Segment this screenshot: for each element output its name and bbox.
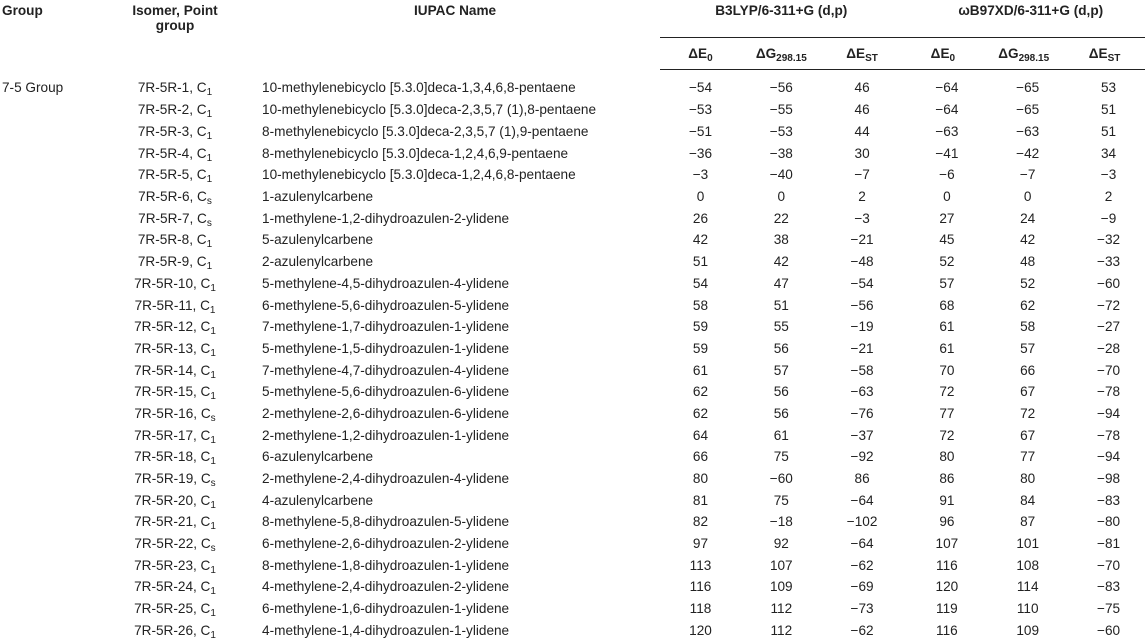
- cell-w-e0: 52: [939, 254, 955, 270]
- table-row: [0, 99, 1145, 121]
- cell-b-e0: 81: [692, 492, 709, 508]
- cell-b-st: 46: [854, 102, 870, 118]
- cell-b-g: −60: [769, 471, 793, 487]
- row-group: [0, 251, 100, 273]
- row-iupac-name: 2-azulenylcarbene: [262, 254, 374, 270]
- row-isomer: 7R-5R-1, $C_1$: [137, 80, 213, 98]
- row-iupac-name: 6-azulenylcarbene: [262, 449, 374, 465]
- row-iupac-name: 2-methylene-1,2-dihydroazulen-1-ylidene: [262, 427, 510, 443]
- table-row: [0, 468, 1145, 490]
- table-row: [0, 489, 1145, 511]
- cell-w-g: 80: [1020, 471, 1036, 487]
- cell-w-e0: 70: [939, 362, 955, 378]
- cell-b-st: −73: [850, 601, 874, 617]
- cell-b-st: −48: [850, 254, 874, 270]
- row-iupac-name: 5-methylene-4,5-dihydroazulen-4-ylidene: [262, 275, 510, 291]
- row-iupac-name: 7-methylene-1,7-dihydroazulen-1-ylidene: [262, 319, 510, 335]
- cell-b-g: −55: [769, 102, 793, 118]
- row-isomer: 7R-5R-15, $C_1$: [134, 384, 216, 403]
- row-group: [0, 533, 100, 555]
- row-group: [0, 186, 100, 208]
- cell-b-g: 92: [773, 536, 789, 552]
- cell-b-st: −54: [850, 275, 874, 291]
- header-wb97xd-de0: $\Delta E_0$: [902, 38, 983, 70]
- cell-w-st: −32: [1097, 232, 1121, 248]
- cell-b-e0: −3: [692, 167, 709, 183]
- cell-b-g: 57: [773, 362, 789, 378]
- cell-w-g: −7: [1019, 167, 1036, 183]
- row-iupac-name: 5-methylene-1,5-dihydroazulen-1-ylidene: [262, 340, 510, 356]
- cell-b-e0: 51: [692, 254, 709, 270]
- cell-b-st: −7: [854, 167, 870, 183]
- table-row: [0, 446, 1145, 468]
- table-row: [0, 229, 1145, 251]
- cell-b-st: −76: [850, 405, 874, 421]
- cell-w-st: −78: [1097, 384, 1121, 400]
- row-isomer: 7R-5R-24, $C_1$: [134, 579, 216, 598]
- row-group: [0, 207, 100, 229]
- cell-b-e0: 61: [692, 362, 709, 378]
- row-isomer: 7R-5R-4, $C_1$: [137, 145, 213, 164]
- row-iupac-name: 4-azulenylcarbene: [262, 492, 374, 508]
- cell-w-st: 34: [1100, 145, 1117, 161]
- header-iupac-name: IUPAC Name: [414, 3, 497, 18]
- cell-w-e0: 61: [939, 319, 955, 335]
- table-row: [0, 381, 1145, 403]
- cell-b-g: 112: [770, 622, 793, 638]
- cell-w-e0: 120: [935, 579, 959, 595]
- cell-w-g: 52: [1020, 275, 1036, 291]
- cell-b-g: −38: [769, 145, 793, 161]
- cell-w-g: 87: [1020, 514, 1036, 530]
- row-isomer: 7R-5R-16, $C_s$: [134, 405, 216, 424]
- row-isomer: 7R-5R-14, $C_1$: [134, 362, 216, 381]
- header-b3lyp-dest: $\Delta E_{ST}$: [822, 38, 903, 70]
- table-row: [0, 511, 1145, 533]
- row-group: [0, 403, 100, 425]
- header-b3lyp-de0: $\Delta E_0$: [660, 38, 741, 70]
- cell-b-e0: 82: [692, 514, 709, 530]
- cell-b-e0: 97: [692, 536, 709, 552]
- row-group: [0, 424, 100, 446]
- cell-w-g: 24: [1020, 210, 1036, 226]
- row-iupac-name: 1-methylene-1,2-dihydroazulen-2-ylidene: [262, 210, 510, 226]
- cell-b-e0: 62: [692, 405, 709, 421]
- cell-w-g: 67: [1020, 427, 1036, 443]
- row-isomer: 7R-5R-13, $C_1$: [134, 340, 216, 359]
- table-row: [0, 142, 1145, 164]
- cell-w-e0: 86: [939, 471, 955, 487]
- cell-w-e0: −41: [935, 145, 959, 161]
- row-isomer: 7R-5R-25, $C_1$: [134, 601, 216, 620]
- cell-w-e0: 61: [939, 340, 955, 356]
- cell-w-st: −83: [1097, 492, 1121, 508]
- cell-w-e0: 27: [939, 210, 955, 226]
- cell-b-g: 75: [773, 492, 789, 508]
- cell-w-st: −28: [1097, 340, 1121, 356]
- cell-w-st: −81: [1097, 536, 1121, 552]
- cell-w-e0: 68: [939, 297, 955, 313]
- cell-w-st: −70: [1097, 557, 1121, 573]
- row-isomer: 7R-5R-23, $C_1$: [134, 557, 216, 576]
- row-iupac-name: 4-methylene-1,4-dihydroazulen-1-ylidene: [262, 622, 510, 638]
- cell-b-e0: −54: [688, 80, 713, 95]
- row-isomer: 7R-5R-17, $C_1$: [134, 427, 216, 446]
- table-row: [0, 424, 1145, 446]
- table-row: [0, 121, 1145, 143]
- row-group: [0, 446, 100, 468]
- row-isomer: 7R-5R-7, $C_s$: [138, 210, 212, 229]
- row-group: [0, 294, 100, 316]
- cell-w-e0: 107: [935, 536, 959, 552]
- table-row: [0, 359, 1145, 381]
- row-group: [0, 381, 100, 403]
- cell-b-e0: 58: [692, 297, 709, 313]
- cell-w-st: −70: [1097, 362, 1121, 378]
- cell-b-e0: 54: [692, 275, 709, 291]
- cell-b-g: 56: [773, 340, 789, 356]
- row-isomer: 7R-5R-2, $C_1$: [137, 102, 213, 121]
- header-wb97xd-dest: $\Delta E_{ST}$: [1064, 38, 1145, 70]
- cell-w-e0: 116: [936, 622, 958, 638]
- cell-b-g: 55: [773, 319, 789, 335]
- cell-b-e0: −53: [688, 102, 713, 118]
- cell-b-e0: 64: [692, 427, 709, 443]
- cell-w-g: −65: [1016, 102, 1040, 118]
- table-row: [0, 554, 1145, 576]
- cell-b-g: 0: [777, 189, 786, 205]
- cell-b-e0: 59: [692, 319, 709, 335]
- row-iupac-name: 10-methylenebicyclo [5.3.0]deca-1,2,4,6,8-pentaene: [262, 167, 576, 183]
- cell-b-g: 107: [769, 557, 793, 573]
- row-iupac-name: 1-azulenylcarbene: [262, 189, 374, 205]
- cell-w-st: −78: [1097, 427, 1121, 443]
- cell-w-g: −42: [1016, 145, 1040, 161]
- header-method-wb97xd: ωB97XD/6-311+G (d,p): [902, 0, 1145, 38]
- cell-b-st: 86: [854, 471, 870, 487]
- cell-w-st: −75: [1097, 601, 1121, 617]
- cell-b-g: 22: [773, 210, 789, 226]
- cell-b-st: −102: [846, 514, 878, 530]
- row-group: [0, 576, 100, 598]
- row-group: [0, 99, 100, 121]
- cell-b-e0: 113: [689, 557, 712, 573]
- cell-w-g: 72: [1020, 405, 1036, 421]
- row-isomer: 7R-5R-22, $C_s$: [134, 536, 216, 555]
- cell-w-g: 48: [1020, 254, 1036, 270]
- row-isomer: 7R-5R-20, $C_1$: [134, 492, 216, 511]
- row-iupac-name: 10-methylenebicyclo [5.3.0]deca-2,3,5,7 (1),8-pentaene: [262, 102, 597, 118]
- table-row: [0, 294, 1145, 316]
- table-row: [0, 338, 1145, 360]
- row-group: [0, 359, 100, 381]
- cell-b-e0: 62: [692, 384, 709, 400]
- cell-b-st: −19: [850, 319, 874, 335]
- cell-w-e0: −6: [939, 167, 955, 183]
- table-row: [0, 316, 1145, 338]
- row-iupac-name: 6-methylene-2,6-dihydroazulen-2-ylidene: [262, 536, 510, 552]
- cell-b-e0: 118: [689, 601, 712, 617]
- header-isomer: Isomer, Point group: [132, 3, 218, 33]
- cell-w-st: −27: [1097, 319, 1121, 335]
- row-iupac-name: 5-azulenylcarbene: [262, 232, 374, 248]
- cell-w-st: 53: [1100, 80, 1117, 95]
- cell-b-e0: −36: [688, 145, 713, 161]
- row-group: [0, 316, 100, 338]
- row-isomer: 7R-5R-19, $C_s$: [134, 471, 216, 490]
- cell-b-st: −69: [850, 579, 874, 595]
- cell-b-g: −40: [769, 167, 793, 183]
- row-group: [0, 511, 100, 533]
- table-row: [0, 620, 1145, 642]
- table-row: [0, 164, 1145, 186]
- cell-b-g: 47: [773, 275, 789, 291]
- row-iupac-name: 5-methylene-5,6-dihydroazulen-6-ylidene: [262, 384, 510, 400]
- cell-w-st: −98: [1097, 471, 1121, 487]
- cell-w-st: −72: [1097, 297, 1121, 313]
- cell-w-e0: 80: [939, 449, 955, 465]
- row-isomer: 7R-5R-11, $C_1$: [134, 297, 216, 316]
- cell-b-st: 46: [854, 80, 870, 95]
- row-group: [0, 620, 100, 642]
- cell-b-g: −53: [769, 124, 793, 140]
- cell-b-st: −58: [850, 362, 874, 378]
- cell-w-e0: 96: [939, 514, 955, 530]
- cell-w-g: 84: [1020, 492, 1036, 508]
- table-row: [0, 70, 1145, 99]
- row-isomer: 7R-5R-12, $C_1$: [134, 319, 216, 338]
- row-group: [0, 489, 100, 511]
- cell-w-e0: 119: [936, 601, 958, 617]
- row-isomer: 7R-5R-10, $C_1$: [134, 275, 216, 294]
- row-iupac-name: 8-methylene-5,8-dihydroazulen-5-ylidene: [262, 514, 510, 530]
- cell-w-e0: −63: [935, 124, 959, 140]
- cell-w-e0: 91: [939, 492, 955, 508]
- row-iupac-name: 8-methylenebicyclo [5.3.0]deca-1,2,4,6,9-pentaene: [262, 145, 569, 161]
- row-isomer: 7R-5R-21, $C_1$: [134, 514, 216, 533]
- cell-w-st: 2: [1104, 189, 1113, 205]
- cell-b-st: −21: [850, 340, 874, 356]
- row-iupac-name: 4-methylene-2,4-dihydroazulen-2-ylidene: [262, 579, 510, 595]
- header-wb97xd-dg: $\Delta G_{298.15}$: [983, 38, 1064, 70]
- cell-w-st: −3: [1100, 167, 1117, 183]
- cell-w-g: 58: [1020, 319, 1036, 335]
- cell-b-st: 2: [858, 189, 866, 205]
- cell-b-st: −63: [850, 384, 874, 400]
- row-group: [0, 468, 100, 490]
- cell-b-g: 38: [773, 232, 789, 248]
- cell-w-st: −9: [1100, 210, 1117, 226]
- cell-w-e0: −64: [935, 102, 959, 118]
- row-group: [0, 164, 100, 186]
- header-method-b3lyp: B3LYP/6-311+G (d,p): [660, 0, 902, 38]
- cell-w-st: −80: [1097, 514, 1121, 530]
- cell-b-st: 44: [854, 124, 870, 140]
- cell-b-st: −37: [850, 427, 874, 443]
- cell-b-st: −21: [850, 232, 874, 248]
- row-isomer: 7R-5R-6, $C_s$: [138, 189, 212, 208]
- cell-w-g: 114: [1016, 579, 1039, 595]
- cell-b-st: −64: [850, 492, 874, 508]
- cell-w-g: −63: [1016, 124, 1040, 140]
- row-isomer: 7R-5R-9, $C_1$: [137, 254, 213, 273]
- row-group: [0, 554, 100, 576]
- cell-b-g: 112: [770, 601, 793, 617]
- cell-b-g: 56: [773, 405, 789, 421]
- cell-b-g: 75: [773, 449, 789, 465]
- cell-b-g: 56: [773, 384, 789, 400]
- cell-b-g: −56: [769, 80, 793, 95]
- cell-b-g: 42: [773, 254, 789, 270]
- cell-w-st: −94: [1097, 405, 1121, 421]
- cell-w-e0: −64: [935, 80, 959, 95]
- table-header: [0, 0, 1145, 70]
- cell-w-e0: 72: [939, 427, 955, 443]
- row-group: [0, 142, 100, 164]
- table-row: [0, 403, 1145, 425]
- cell-w-g: 0: [1023, 189, 1032, 205]
- cell-w-st: −83: [1097, 579, 1121, 595]
- cell-w-g: 110: [1016, 601, 1039, 617]
- cell-b-e0: 42: [692, 232, 709, 248]
- table-row: [0, 207, 1145, 229]
- cell-b-st: −3: [854, 210, 870, 226]
- row-isomer: 7R-5R-8, $C_1$: [137, 232, 213, 251]
- cell-w-g: 42: [1020, 232, 1036, 248]
- row-group: 7-5 Group: [2, 80, 64, 95]
- cell-b-e0: 59: [692, 340, 709, 356]
- cell-w-st: −33: [1097, 254, 1121, 270]
- row-isomer: 7R-5R-3, $C_1$: [137, 124, 213, 143]
- table-row: [0, 273, 1145, 295]
- cell-w-e0: 77: [939, 405, 955, 421]
- row-iupac-name: 2-methylene-2,6-dihydroazulen-6-ylidene: [262, 405, 510, 421]
- row-iupac-name: 6-methylene-5,6-dihydroazulen-5-ylidene: [262, 297, 510, 313]
- row-iupac-name: 2-methylene-2,4-dihydroazulen-4-ylidene: [262, 471, 510, 487]
- header-group: Group: [2, 3, 43, 18]
- table-row: [0, 598, 1145, 620]
- table-row: [0, 576, 1145, 598]
- cell-b-e0: 26: [692, 210, 709, 226]
- row-group: [0, 273, 100, 295]
- cell-w-st: 51: [1100, 102, 1117, 118]
- cell-w-g: 108: [1016, 557, 1040, 573]
- cell-b-e0: 116: [689, 579, 712, 595]
- cell-w-st: 51: [1100, 124, 1117, 140]
- cell-w-g: 62: [1020, 297, 1036, 313]
- cell-b-st: −64: [850, 536, 874, 552]
- cell-b-g: 109: [769, 579, 793, 595]
- table-row: [0, 186, 1145, 208]
- cell-b-g: −18: [769, 514, 793, 530]
- row-iupac-name: 8-methylenebicyclo [5.3.0]deca-2,3,5,7 (1),9-pentaene: [262, 124, 589, 140]
- row-group: [0, 598, 100, 620]
- cell-w-e0: 57: [939, 275, 955, 291]
- cell-w-g: 67: [1020, 384, 1036, 400]
- table-row: [0, 533, 1145, 555]
- cell-b-st: −56: [850, 297, 874, 313]
- row-iupac-name: 7-methylene-4,7-dihydroazulen-4-ylidene: [262, 362, 510, 378]
- cell-w-g: 109: [1016, 622, 1040, 638]
- cell-w-e0: 0: [943, 189, 951, 205]
- table-body: [0, 70, 1145, 641]
- row-isomer: 7R-5R-5, $C_1$: [137, 167, 213, 186]
- cell-w-g: 101: [1016, 536, 1040, 552]
- row-group: [0, 121, 100, 143]
- cell-b-g: 51: [773, 297, 789, 313]
- cell-b-st: −62: [850, 557, 874, 573]
- cell-b-st: −62: [850, 622, 874, 638]
- row-iupac-name: 6-methylene-1,6-dihydroazulen-1-ylidene: [262, 601, 510, 617]
- header-b3lyp-dg: $\Delta G_{298.15}$: [741, 38, 822, 70]
- cell-b-g: 61: [773, 427, 789, 443]
- cell-w-e0: 116: [936, 557, 958, 573]
- row-isomer: 7R-5R-18, $C_1$: [134, 449, 216, 468]
- cell-w-st: −60: [1097, 622, 1121, 638]
- row-group: [0, 338, 100, 360]
- cell-b-st: 30: [854, 145, 870, 161]
- row-iupac-name: 10-methylenebicyclo [5.3.0]deca-1,3,4,6,8-pentaene: [262, 80, 576, 95]
- cell-w-g: 77: [1020, 449, 1036, 465]
- cell-w-e0: 45: [939, 232, 955, 248]
- row-isomer: 7R-5R-26, $C_1$: [134, 622, 216, 641]
- cell-w-g: 66: [1020, 362, 1036, 378]
- cell-b-e0: −51: [688, 124, 713, 140]
- table-row: [0, 251, 1145, 273]
- cell-b-e0: 120: [689, 622, 712, 638]
- cell-w-st: −94: [1097, 449, 1121, 465]
- cell-w-g: −65: [1016, 80, 1040, 95]
- cell-w-g: 57: [1020, 340, 1036, 356]
- cell-b-e0: 0: [696, 189, 705, 205]
- row-group: [0, 229, 100, 251]
- cell-w-st: −60: [1097, 275, 1121, 291]
- cell-w-e0: 72: [939, 384, 955, 400]
- row-iupac-name: 8-methylene-1,8-dihydroazulen-1-ylidene: [262, 557, 510, 573]
- cell-b-st: −92: [850, 449, 874, 465]
- cell-b-e0: 80: [692, 471, 709, 487]
- cell-b-e0: 66: [692, 449, 709, 465]
